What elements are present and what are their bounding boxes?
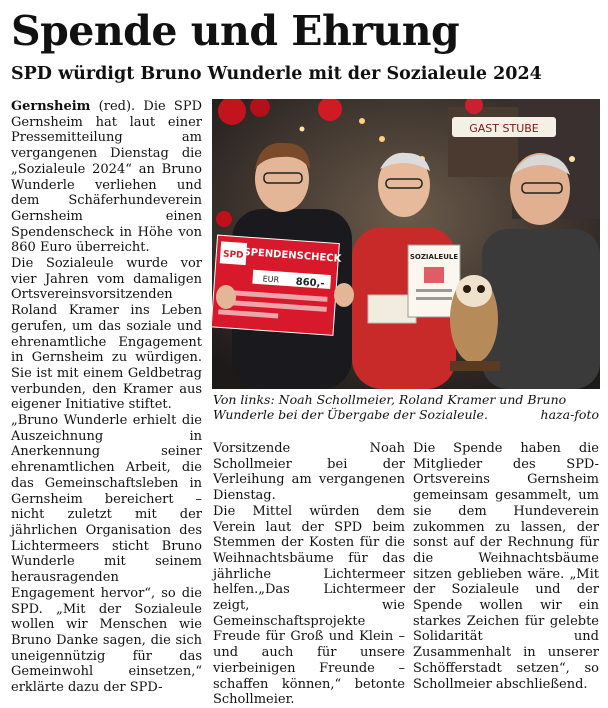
- cheque-currency: EUR: [262, 274, 280, 285]
- caption-line-1: Von links: Noah Schollmeier, Roland Kramer und Bruno: [213, 392, 567, 407]
- paragraph: Vorsitzende Noah Schollmeier bei der Verleihung am vergangenen Dienstag.: [213, 441, 405, 504]
- paragraph: Die Sozialeule wurde vor vier Jahren vom damaligen Ortsvereinsvorsitzenden Roland Kramer ins Leben gerufen, um das soziale und ehrenamtliche Engagement in Gernsheim zu würdigen. Sie ist mit einem Geldbetrag verbunden, den Kramer aus eigener Initiative stiftet.: [11, 256, 202, 413]
- article-column-2: [213, 441, 405, 708]
- certificate-title: SOZIALEULE: [409, 253, 459, 261]
- cheque-amount: 860,-: [295, 276, 325, 290]
- sign-text: GAST STUBE: [469, 122, 539, 135]
- caption-line-2: Wunderle bei der Übergabe der Sozialeule.: [213, 407, 488, 422]
- photo-caption: [213, 392, 599, 422]
- cheque-logo: SPD: [222, 249, 244, 261]
- paragraph: „Bruno Wunderle erhielt die Auszeichnung in Anerkennung seiner ehrenamtlichen Arbeit, die das Gemeinschaftsleben in Gernsheim bereichert – nicht zuletzt mit der jährlichen Organisation des Lichtermeers sticht Bruno Wunderle mit seinem herausragenden Engagement hervor“, so die SPD. „Mit der Sozialeule wollen wir Menschen wie Bruno Danke sagen, die sich uneigennützig für das Gemeinwohl einsetzen,“ erklärte dazu der SPD-: [11, 413, 202, 696]
- lead-text: (red). Die SPD: [90, 99, 202, 114]
- headline: Spende und Ehrung: [11, 7, 460, 55]
- lead-text-continued: Gernsheim hat laut einer Pressemitteilung am vergangenen Dienstag die „Sozialeule 2024“ an Bruno Wunderle verliehen und dem Schäferhundeverein Gernsheim einen Spendenscheck in Höhe von 860 Euro überreicht.: [11, 114, 202, 256]
- paragraph: Die Mittel würden dem Verein laut der SPD beim Stemmen der Kosten für die Weihnachtsbäume für das jährliche Lichtermeer helfen.„Das Lichtermeer zeigt, wie Gemeinschaftsprojekte Freude für Groß und Klein – und auch für unsere vierbeinigen Freunde – schaffen können,“ betonte Schollmeier.: [213, 503, 405, 708]
- article-photo: [212, 99, 600, 389]
- paragraph: Die Spende haben die Mitglieder des SPD-Ortsvereins Gernsheim gemeinsam gesammelt, um sie dem Hundeverein zukommen zu lassen, der sonst auf der Rechnung für die Weihnachtsbäume sitzen geblieben wäre. „Mit der Sozialeule und der Spende wollen wir ein starkes Zeichen für gelebte Solidarität und Zusammenhalt in unserer Schöfferstadt setzen“, so Schollmeier abschließend.: [413, 441, 599, 692]
- article-column-1: [11, 99, 202, 696]
- photo-credit: haza-foto: [540, 407, 599, 422]
- cheque-title: SPENDENSCHECK: [243, 246, 342, 265]
- subheadline: SPD würdigt Bruno Wunderle mit der Sozialeule 2024: [11, 64, 542, 84]
- paragraph: [11, 99, 202, 256]
- dateline: Gernsheim: [11, 99, 91, 114]
- article-column-3: [413, 441, 599, 692]
